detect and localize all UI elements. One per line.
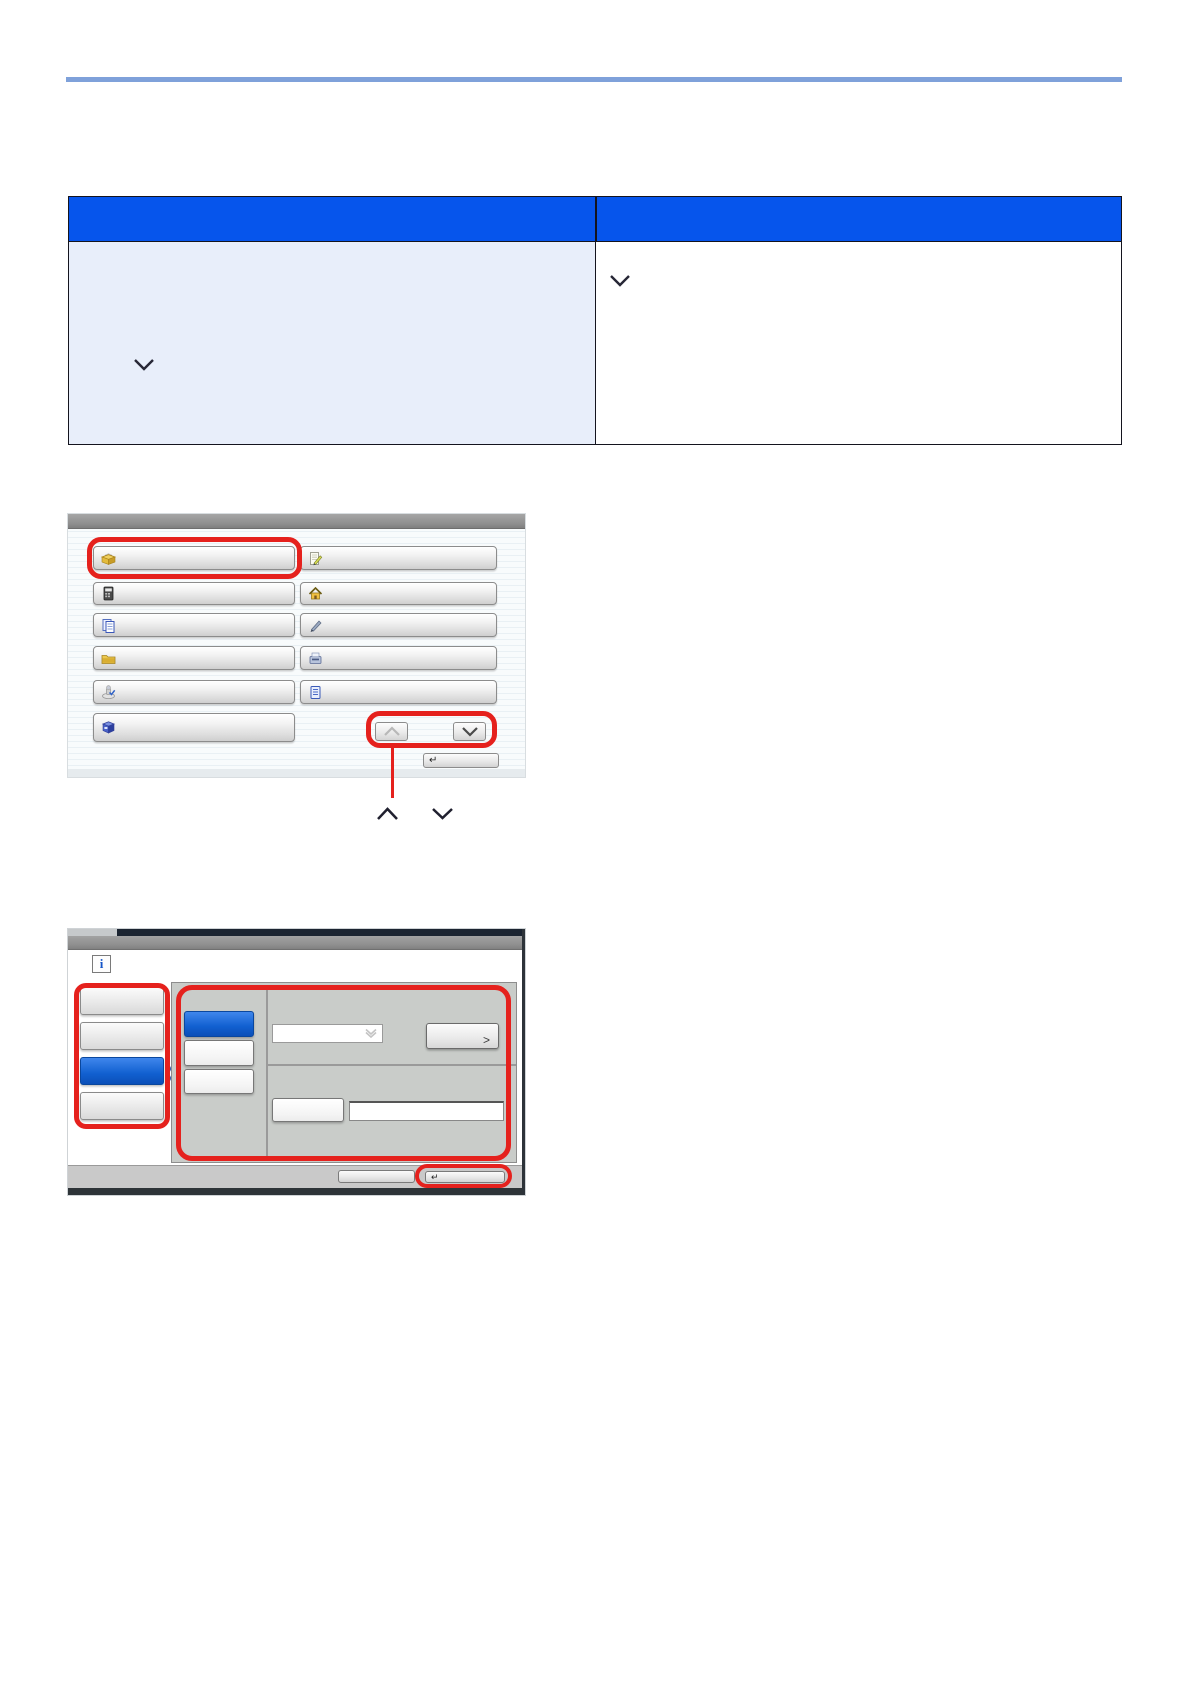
annotation-stadium-ok-button: [415, 1164, 512, 1188]
counter-icon: [100, 585, 117, 602]
enter-icon: ↵: [429, 754, 438, 766]
section-rule: [66, 77, 1122, 82]
chevron-up-key-icon: [376, 806, 399, 821]
menu-button-application[interactable]: [300, 680, 497, 704]
cancel-button[interactable]: [338, 1170, 415, 1183]
chevron-down-key-icon: [431, 806, 454, 821]
settings-status-bar: [117, 929, 525, 936]
menu-button-home[interactable]: [300, 582, 497, 605]
table-cell-left: [69, 242, 595, 444]
documents-icon: [100, 617, 117, 634]
annotation-rect-settings-panel: [176, 985, 511, 1161]
menu-button-counter[interactable]: [93, 582, 295, 605]
fax-icon: [307, 650, 324, 667]
chevron-down-icon: [609, 273, 631, 288]
document-pencil-icon: [307, 550, 324, 567]
chevron-right-icon: >: [482, 1033, 490, 1047]
settings-top-corner: [68, 929, 117, 936]
settings-right-bezel: [522, 929, 525, 1195]
annotation-rect-sidebar: [74, 983, 170, 1129]
info-icon: i: [99, 956, 104, 971]
stamp-check-icon: [100, 684, 117, 701]
annotation-rect-first-menu-button: [87, 537, 302, 579]
enter-icon: ↵: [431, 1171, 439, 1182]
annotation-rect-pager-buttons: [366, 711, 497, 748]
settings-titlebar: [68, 936, 525, 950]
table-cell-right: [596, 242, 1121, 444]
menu-button-stamp[interactable]: [93, 680, 295, 704]
menu-button-printer[interactable]: [93, 713, 295, 742]
info-button[interactable]: [92, 955, 111, 973]
home-icon: [307, 585, 324, 602]
menu-button-report[interactable]: [300, 546, 497, 570]
menu-button-document-box[interactable]: [93, 646, 295, 670]
menu-button-send[interactable]: [300, 613, 497, 637]
menu-button-common-settings[interactable]: [93, 613, 295, 637]
folder-icon: [100, 650, 117, 667]
menu-button-fax[interactable]: [300, 646, 497, 670]
close-button[interactable]: [423, 753, 499, 768]
annotation-callout-line: [391, 747, 394, 798]
settings-bottom-strip: [68, 1188, 525, 1195]
chevron-down-icon: [133, 357, 155, 372]
pen-icon: [307, 617, 324, 634]
procedure-table: [68, 196, 1122, 445]
menu-bottom-strip: [68, 769, 525, 777]
notepad-icon: [307, 684, 324, 701]
system-menu-titlebar: [68, 514, 525, 529]
printer-box-icon: [100, 719, 117, 736]
